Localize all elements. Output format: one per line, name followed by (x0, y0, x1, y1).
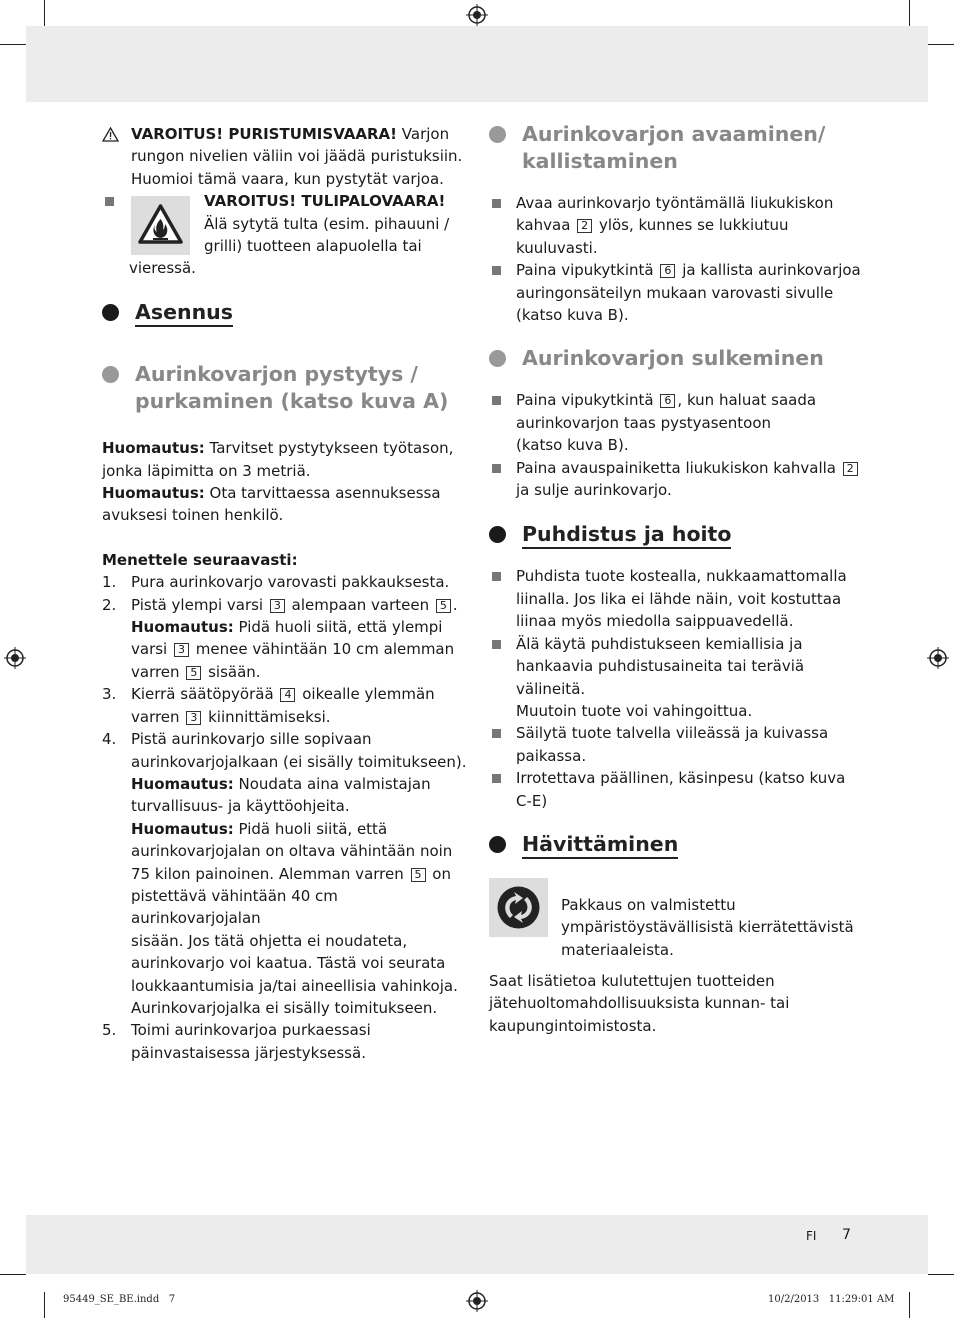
step-number: 4. (102, 730, 117, 749)
step-number: 3. (102, 685, 117, 704)
text: Pura aurinkovarjo varovasti pakkauksesta. (131, 573, 450, 592)
text: materiaaleista. (561, 940, 674, 959)
heading-bullet (102, 304, 119, 321)
step-1 (102, 571, 472, 593)
text: Paina vipukytkintä (516, 261, 654, 280)
list-item (489, 633, 869, 723)
text: Älä käytä puhdistukseen kemiallisia ja (516, 634, 803, 653)
text: aurinkovarjojalan on oltava vähintään noin (131, 842, 453, 861)
note-label: Huomautus: (131, 618, 234, 637)
warning-fire-title: VAROITUS! TULIPALOVAARA! (204, 192, 446, 211)
text: päinvastaisessa järjestyksessä. (131, 1043, 366, 1062)
heading-text: purkaminen (katso kuva A) (135, 389, 449, 414)
ref-box: 5 (436, 599, 451, 613)
text: C-E) (516, 791, 548, 810)
text: ympäristöystävällisistä kierrätettävistä (561, 918, 854, 937)
text: kaupungintoimistosta. (489, 1016, 657, 1035)
text: auringonsäteilyn mukaan varovasti sivulle (516, 283, 834, 302)
text: Toimi aurinkovarjoa purkaessasi (131, 1021, 371, 1040)
text: (katso kuva B). (516, 306, 629, 325)
text: Irrotettava päällinen, käsinpesu (katso kuva (516, 769, 846, 788)
step-number: 1. (102, 573, 117, 592)
crop-mark (0, 44, 26, 45)
note-label: Huomautus: (131, 819, 234, 838)
text: Huomioi tämä vaara, kun pystytät varjoa. (131, 169, 444, 188)
text: Saat lisätietoa kulutettujen tuotteiden (489, 971, 775, 990)
ref-box: 2 (843, 462, 858, 476)
text: aurinkovarjon taas pystyasentoon (516, 413, 772, 432)
text: Noudata aina valmistajan (238, 774, 431, 793)
text: pistettävä vähintään 40 cm aurinkovarjojalan (131, 886, 338, 928)
text: Aurinkovarjojalka ei sisälly toimitukseen. (131, 998, 438, 1017)
bullet-square (105, 197, 114, 206)
text: (katso kuva B). (516, 436, 629, 455)
heading-asennus (102, 299, 472, 326)
ref-box: 3 (186, 711, 201, 725)
text: liinalla. Jos lika ei lähde näin, voit kostuttaa (516, 589, 842, 608)
bullet-square (492, 774, 501, 783)
list-item (489, 565, 869, 632)
procedure (102, 549, 472, 1064)
text: varren (131, 707, 180, 726)
text: Älä sytytä tulta (esim. pihauuni / (204, 214, 450, 233)
warning-pinch (102, 123, 472, 190)
slug-date: 10/2/2013 11:29:01 AM (768, 1294, 895, 1305)
ref-box: 6 (660, 394, 675, 408)
registration-mark-icon (4, 647, 26, 669)
text: jätehuoltomahdollisuuksista kunnan- tai (489, 994, 790, 1013)
list-item (489, 722, 869, 767)
step-3 (102, 683, 472, 728)
green-dot-recycling-icon (489, 878, 548, 937)
heading-bullet (489, 126, 506, 143)
step-5 (102, 1019, 472, 1064)
text: grilli) tuotteen alapuolella tai (204, 237, 422, 256)
ref-box: 3 (174, 643, 189, 657)
disposal-info (489, 970, 869, 1037)
crop-mark (0, 1274, 26, 1275)
registration-mark-icon (927, 647, 949, 669)
ref-box: 5 (186, 666, 201, 680)
ref-box: 5 (411, 868, 426, 882)
care-steps (489, 565, 869, 811)
text: Avaa aurinkovarjo työntämällä liukukiskon (516, 194, 834, 212)
text: hankaavia puhdistusaineita tai teräviä välineitä. (516, 657, 805, 698)
notes (102, 437, 472, 527)
text: turvallisuus- ja käyttöohjeita. (131, 797, 350, 816)
text: Pakkaus on valmistettu (561, 895, 736, 914)
text: Muutoin tuote voi vahingoittua. (516, 701, 753, 720)
text: menee vähintään 10 cm alemman (195, 640, 455, 659)
text: on (432, 864, 451, 883)
text: Säilytä tuote talvella viileässä ja kuivassa (516, 724, 829, 743)
crop-mark (44, 1292, 45, 1318)
text: Tarvitset pystytykseen työtason, (209, 439, 454, 458)
crop-mark (909, 0, 910, 26)
left-column (102, 123, 472, 1064)
text: Puhdista tuote kostealla, nukkaamattomalla (516, 567, 847, 586)
text: Pidä huoli siitä, että ylempi (238, 618, 443, 637)
text: avuksesi toinen henkilö. (102, 506, 284, 525)
text: loukkaantumisia ja/tai aineellisia vahinkoja. (131, 976, 458, 995)
heading-text: Aurinkovarjon sulkeminen (522, 346, 824, 371)
crop-mark (909, 1292, 910, 1318)
text: sisään. Jos tätä ohjetta ei noudateta, (131, 931, 408, 950)
heading-pystytys (102, 361, 472, 415)
slug-filename: 95449_SE_BE.indd 7 (63, 1294, 176, 1305)
text: Paina avauspainiketta liukukiskon kahvalla (516, 458, 837, 477)
bullet-square (492, 266, 501, 275)
heading-puhdistus (489, 521, 869, 548)
bullet-square (492, 464, 501, 473)
text: varren (131, 662, 180, 681)
heading-bullet (489, 526, 506, 543)
ref-box: 6 (660, 264, 675, 278)
list-item (489, 767, 869, 812)
heading-text: Puhdistus ja hoito (522, 522, 731, 549)
heading-bullet (102, 366, 119, 383)
list-item (489, 192, 869, 259)
bullet-square (492, 729, 501, 738)
page-number: 7 (842, 1227, 851, 1243)
text: . (452, 595, 458, 614)
text: vieressä. (129, 259, 196, 278)
text: ja kallista aurinkovarjoa (682, 261, 861, 280)
bullet-square (492, 396, 501, 405)
text: ja sulje aurinkovarjo. (516, 481, 672, 500)
bullet-square (492, 640, 501, 649)
text: Pidä huoli siitä, että (238, 819, 388, 838)
close-steps (489, 389, 869, 501)
crop-mark (928, 44, 954, 45)
step-number: 2. (102, 595, 117, 614)
heading-bullet (489, 350, 506, 367)
heading-bullet (489, 836, 506, 853)
heading-text: kallistaminen (522, 149, 678, 173)
note-label: Huomautus: (102, 439, 205, 458)
warning-fire (102, 190, 472, 280)
text: liinaa myös miedolla saippuavedellä. (516, 612, 794, 631)
heading-text: Hävittäminen (522, 832, 678, 859)
heading-avaaminen (489, 121, 869, 175)
note-label: Huomautus: (102, 484, 205, 503)
fire-hazard-icon (131, 196, 190, 255)
text: alempaan varteen (291, 595, 430, 614)
heading-text: Aurinkovarjon pystytys / (135, 362, 418, 387)
ref-box: 4 (280, 688, 295, 702)
bullet-square (492, 199, 501, 208)
text: , kun haluat saada (677, 391, 817, 410)
text: kahvaa (516, 216, 571, 235)
warning-triangle-icon (102, 127, 119, 142)
right-column (489, 121, 869, 1037)
procedure-title: Menettele seuraavasti: (102, 550, 298, 569)
packaging-note (489, 878, 869, 959)
text: Ota tarvittaessa asennuksessa (209, 484, 441, 503)
heading-sulkeminen (489, 345, 869, 372)
text: varsi (131, 640, 168, 659)
bullet-square (492, 572, 501, 581)
step-4 (102, 728, 472, 1019)
crop-mark (44, 0, 45, 26)
text: ylös, kunnes se lukkiutuu kuuluvasti. (516, 216, 789, 257)
text: Kierrä säätöpyörää (131, 685, 274, 704)
list-item (489, 389, 869, 456)
list-item (489, 457, 869, 502)
text: Varjon (401, 125, 450, 143)
text: aurinkovarjojalkaan (ei sisälly toimitukseen). (131, 752, 467, 771)
text: jonka läpimitta on 3 metriä. (102, 461, 311, 480)
text: sisään. (208, 662, 261, 681)
open-steps (489, 192, 869, 326)
registration-mark-icon (466, 4, 488, 26)
crop-mark (928, 1274, 954, 1275)
text: aurinkovarjo voi kaatua. Tästä voi seurata (131, 954, 446, 973)
step-2 (102, 594, 472, 684)
footer-language: FI (806, 1229, 817, 1243)
text: kiinnittämiseksi. (208, 707, 331, 726)
text: Pistä ylempi varsi (131, 595, 264, 614)
note-label: Huomautus: (131, 774, 234, 793)
text: oikealle ylemmän (302, 685, 435, 704)
heading-text: Asennus (135, 300, 233, 327)
heading-havittaminen (489, 831, 869, 858)
ref-box: 3 (270, 599, 285, 613)
warning-pinch-title: VAROITUS! PURISTUMISVAARA! (131, 125, 398, 143)
text: 75 kilon painoinen. Alemman varren (131, 864, 404, 883)
header-band (26, 26, 928, 102)
ref-box: 2 (577, 219, 592, 233)
step-number: 5. (102, 1021, 117, 1040)
registration-mark-icon (466, 1290, 488, 1312)
text: Pistä aurinkovarjo sille sopivaan (131, 730, 372, 749)
heading-text: Aurinkovarjon avaaminen/ (522, 122, 826, 146)
list-item (489, 259, 869, 326)
text: paikassa. (516, 746, 587, 765)
text: rungon nivelien väliin voi jäädä puristuksiin. (131, 147, 463, 166)
footer-band (26, 1215, 928, 1274)
text: Paina vipukytkintä (516, 391, 654, 410)
